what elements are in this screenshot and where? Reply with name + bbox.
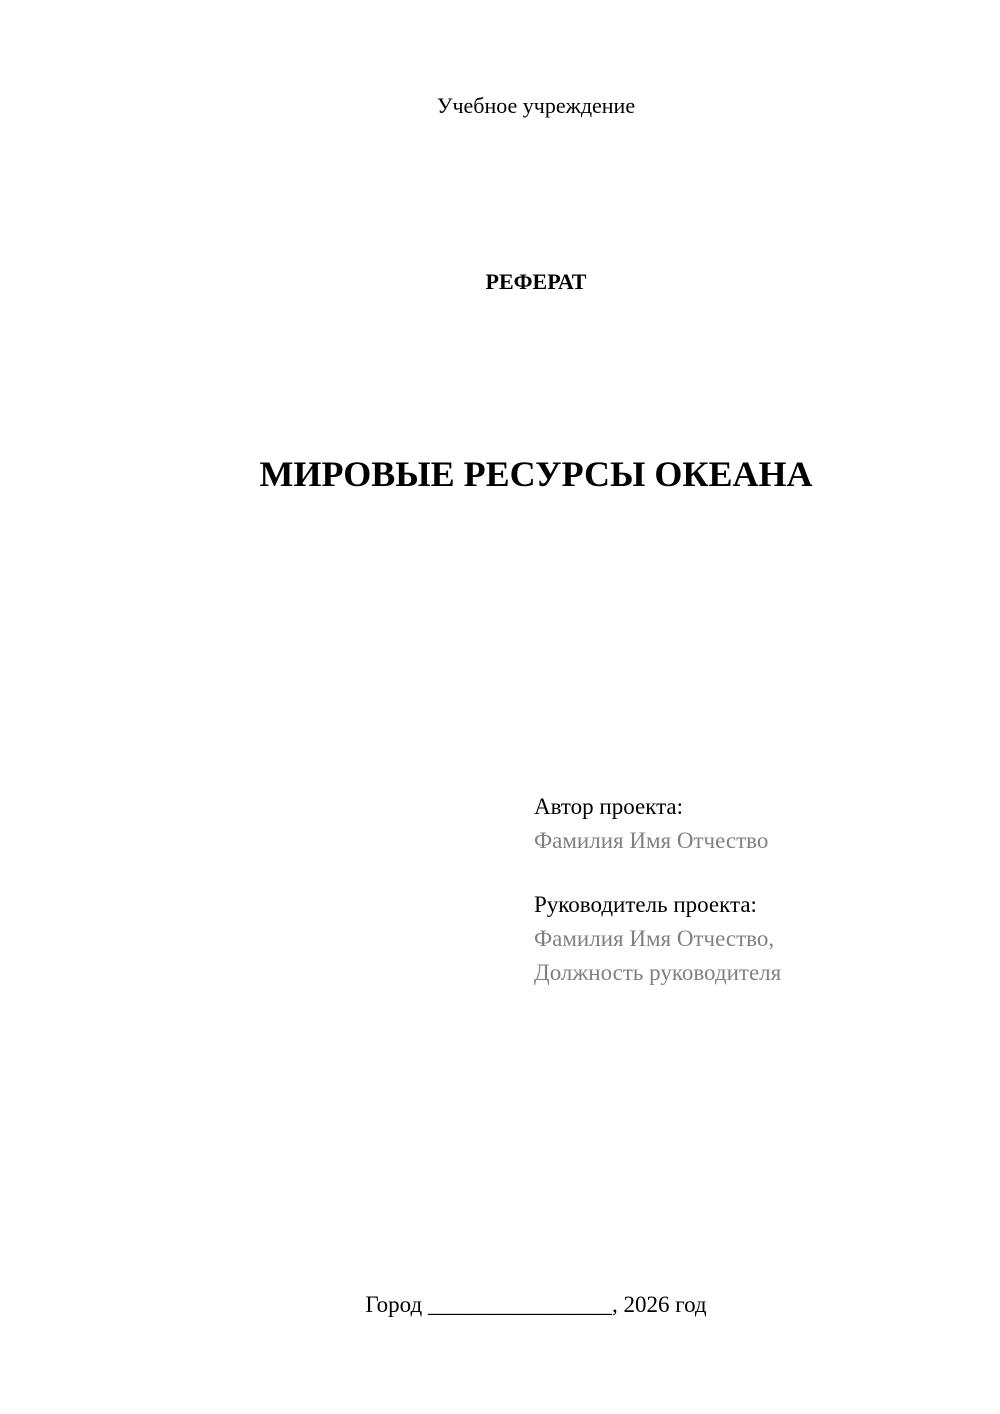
institution-name: Учебное учреждение	[436, 93, 636, 118]
supervisor-name: Фамилия Имя Отчество,	[534, 926, 775, 951]
author-name: Фамилия Имя Отчество	[534, 828, 769, 853]
supervisor-label: Руководитель проекта:	[534, 892, 757, 917]
footer-city-year	[0, 1290, 1000, 1320]
year-text: , 2026 год	[611, 1292, 707, 1317]
supervisor-position: Должность руководителя	[534, 960, 782, 985]
document-type: РЕФЕРАТ	[485, 269, 587, 294]
credits-gap	[534, 858, 974, 888]
city-label: Город	[365, 1292, 423, 1317]
city-blank: ________________	[427, 1292, 612, 1317]
document-title: МИРОВЫЕ РЕСУРСЫ ОКЕАНА	[259, 454, 813, 494]
author-label: Автор проекта:	[534, 794, 683, 819]
credits-block	[534, 790, 974, 990]
